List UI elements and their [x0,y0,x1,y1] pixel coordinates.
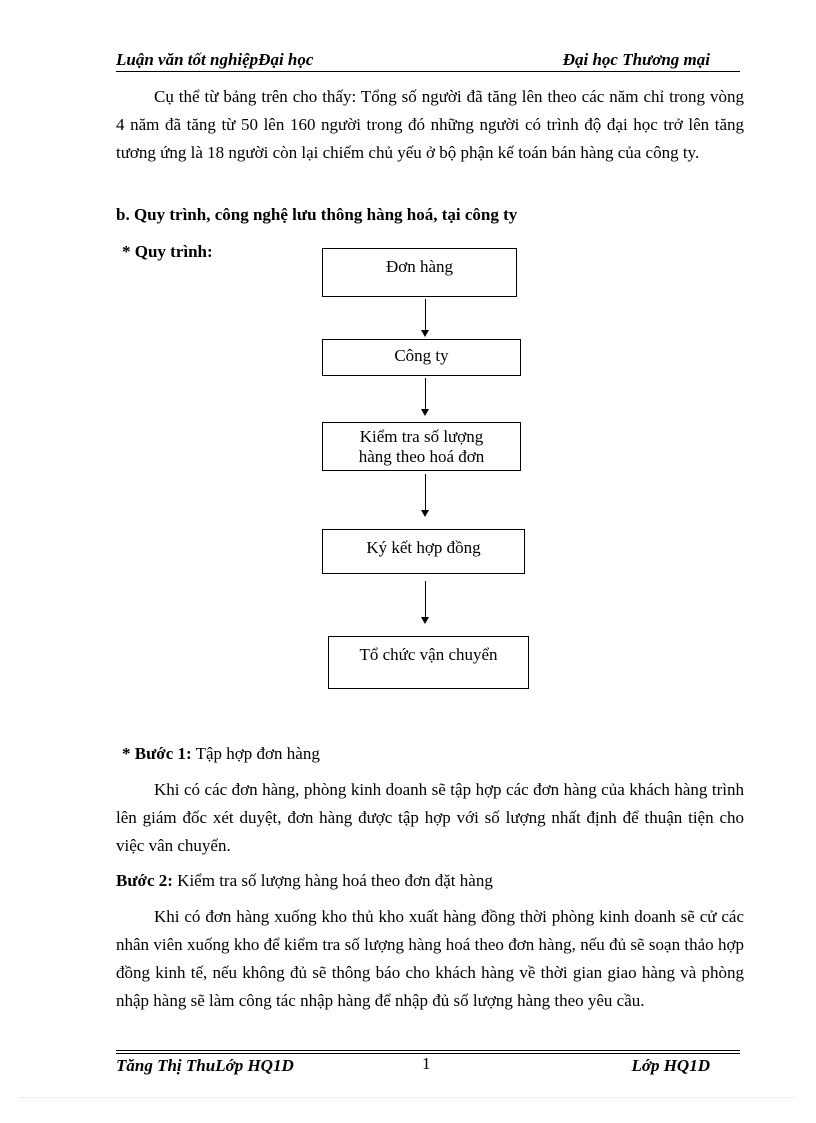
footer-class: Lớp HQ1D [631,1056,710,1075]
flow-arrowhead-2 [421,409,429,416]
footer-author: Tăng Thị ThuLớp HQ1D [116,1056,294,1075]
step1-body: Khi có các đơn hàng, phòng kinh doanh sẽ tập hợp các đơn hàng của khách hàng trình lên giám đốc xét duyệt, đơn hàng được tập hợp với số lượng nhất định để thuận tiện cho việc vân chuyển. [116,780,744,855]
step2-body-block [116,903,744,1015]
flow-arrow-2 [425,378,426,410]
page-footer [116,1056,740,1078]
flow-arrow-4 [425,581,426,618]
step2-heading [116,871,493,891]
step1-body-block [116,776,744,860]
flow-arrowhead-1 [421,330,429,337]
header-rule [116,71,740,72]
section-heading: b. Quy trình, công nghệ lưu thông hàng hoá, tại công ty [116,205,518,224]
flow-box-company-label: Công ty [394,346,449,365]
header-left-text: Luận văn tốt nghiệpĐại học [116,50,314,69]
flow-box-transport-label: Tổ chức vận chuyển [359,645,498,664]
intro-paragraph: Cụ thể từ bảng trên cho thấy: Tổng số người đã tăng lên theo các năm chỉ trong vòng 4 năm đã tăng từ 50 lên 160 người trong đó những người có trình độ đại học trở lên tăng tương ứng là 18 người còn lại chiếm chủ yếu ở bộ phận kế toán bán hàng của công ty. [116,87,744,162]
page-number: 1 [422,1054,431,1073]
flow-box-check-line2: hàng theo hoá đơn [358,447,485,466]
step2-body: Khi có đơn hàng xuống kho thủ kho xuất hàng đồng thời phòng kinh doanh sẽ cử các nhân viên xuống kho để kiểm tra số lượng hàng hoá theo đơn hàng, nếu đủ sẽ soạn thảo hợp đồng kinh tế, nếu không đủ sẽ thông báo cho khách hàng về thời gian giao hàng và phòng nhập hàng sẽ làm công tác nhập hàng để nhập đủ số lượng hàng theo yêu cầu. [116,907,744,1010]
intro-paragraph-block [116,83,744,167]
flow-box-order-label: Đơn hàng [385,257,454,276]
step1-heading [122,744,320,764]
step2-title: Kiểm tra số lượng hàng hoá theo đơn đặt hàng [177,871,493,890]
flow-box-check-line1: Kiểm tra số lượng [359,427,484,446]
flow-box-contract-label: Ký kết hợp đồng [366,538,481,557]
flow-box-order [322,248,517,297]
flow-box-transport [328,636,529,689]
flow-arrowhead-3 [421,510,429,517]
flow-arrowhead-4 [421,617,429,624]
flow-box-check-quantity [322,422,521,471]
flow-box-company [322,339,521,376]
flow-box-contract [322,529,525,574]
header-right-text: Đại học Thương mại [562,50,710,69]
step2-label: Bước 2: [116,871,173,890]
footer-rule-top [116,1050,740,1051]
page-header [116,50,740,70]
step1-title: Tập hợp đơn hàng [195,744,320,763]
bottom-divider [20,1097,796,1098]
step1-label: * Bước 1: [122,744,192,763]
process-label: * Quy trình: [122,242,213,261]
flow-arrow-1 [425,299,426,331]
flow-arrow-3 [425,474,426,511]
